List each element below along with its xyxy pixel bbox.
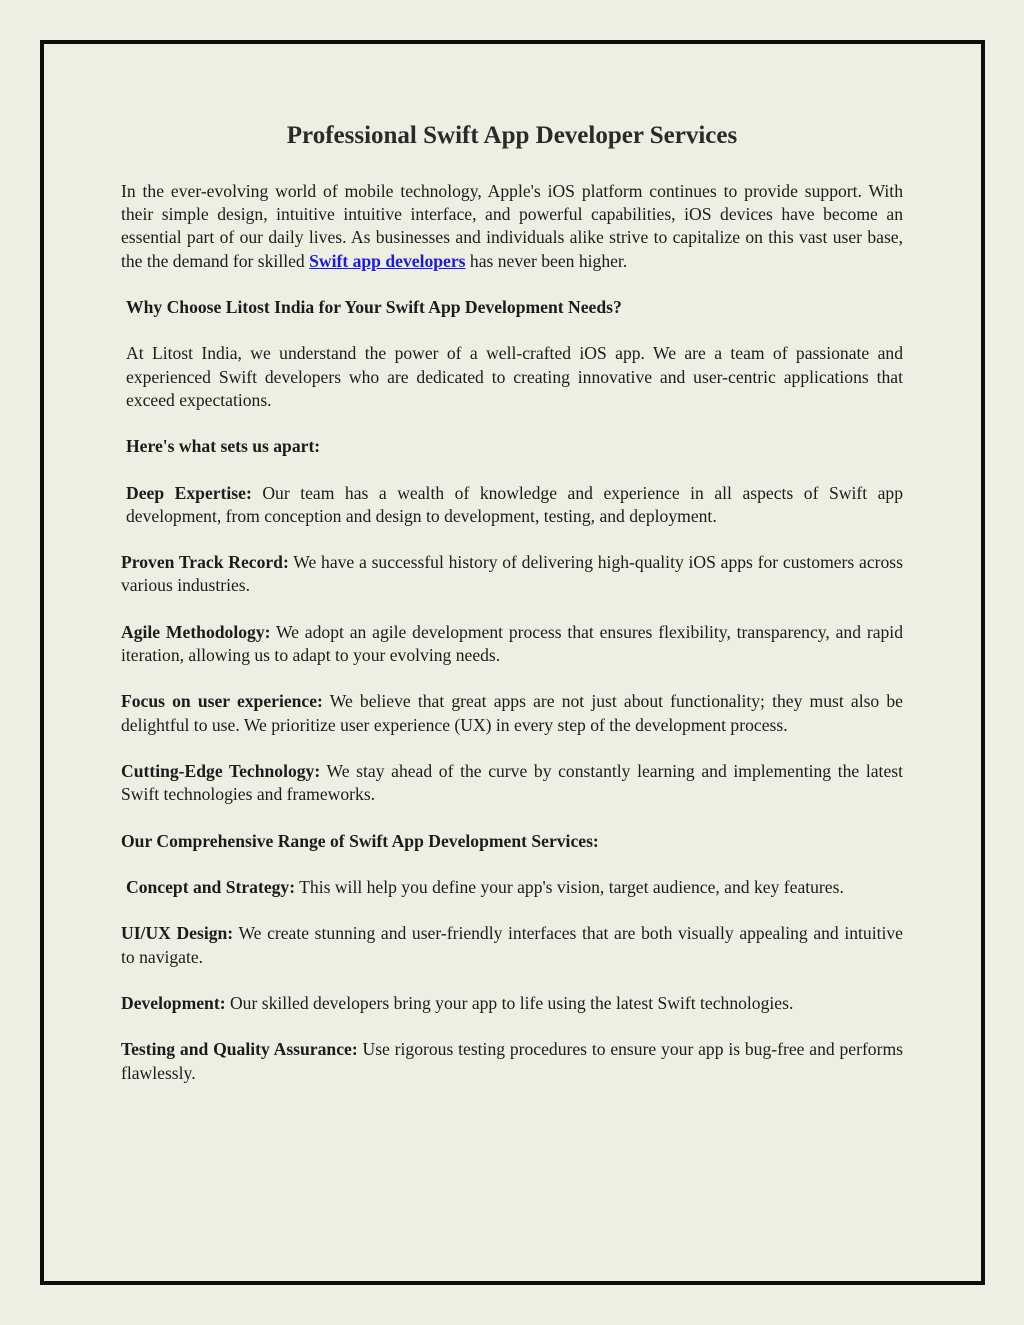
feature-text: We stay ahead of the curve by constantly learning and implementing the latest Swift technologies and frameworks. bbox=[121, 760, 903, 805]
feature-item bbox=[121, 482, 903, 528]
sets-apart-heading: Here's what sets us apart: bbox=[126, 436, 321, 457]
why-choose-heading: Why Choose Litost India for Your Swift App Development Needs? bbox=[126, 297, 622, 317]
service-term: Development: bbox=[121, 992, 226, 1013]
feature-item bbox=[121, 690, 903, 736]
service-text: Our skilled developers bring your app to life using the latest Swift technologies. bbox=[225, 992, 794, 1013]
intro-paragraph bbox=[121, 180, 903, 273]
about-paragraph: At Litost India, we understand the power of a well-crafted iOS app. We are a team of passionate and experienced Swift developers who are dedicated to creating innovative and user-centric applications that exceed expectations. bbox=[126, 343, 903, 410]
feature-term: Proven Track Record: bbox=[121, 552, 289, 573]
service-text: Use rigorous testing procedures to ensure your app is bug-free and performs flawlessly. bbox=[121, 1039, 903, 1083]
service-term: UI/UX Design: bbox=[121, 923, 234, 944]
feature-text: We adopt an agile development process that ensures flexibility, transparency, and rapid iteration, allowing us to adapt to your evolving needs. bbox=[121, 621, 903, 665]
feature-item bbox=[121, 760, 903, 806]
feature-item bbox=[121, 621, 903, 667]
feature-term: Cutting-Edge Technology: bbox=[121, 760, 321, 781]
feature-item bbox=[121, 551, 903, 597]
intro-text: In the ever-evolving world of mobile technology, Apple's iOS platform continues to provide support. With their simple design, intuitive intuitive interface, and powerful capabilities, iOS devices have become an essential part of our daily lives. As businesses and individuals alike strive to capitalize on this vast user base, the the demand for skilled bbox=[121, 181, 903, 271]
feature-text: We have a successful history of delivering high-quality iOS apps for customers across various industries. bbox=[121, 552, 903, 596]
feature-term: Deep Expertise: bbox=[126, 482, 252, 503]
feature-text: Our team has a wealth of knowledge and experience in all aspects of Swift app development, from conception and design to development, testing, and deployment. bbox=[126, 482, 903, 526]
service-item bbox=[121, 922, 903, 968]
service-term: Concept and Strategy: bbox=[126, 876, 296, 897]
service-item bbox=[121, 876, 903, 899]
service-item bbox=[121, 1038, 903, 1084]
feature-text: We believe that great apps are not just about functionality; they must also be delightful to use. We prioritize user experience (UX) in every step of the development process. bbox=[121, 691, 903, 735]
feature-term: Focus on user experience: bbox=[121, 691, 323, 712]
intro-text-end: has never been higher. bbox=[465, 250, 628, 271]
service-item bbox=[121, 992, 903, 1015]
feature-term: Agile Methodology: bbox=[121, 621, 271, 642]
document-body bbox=[121, 118, 903, 1108]
service-term: Testing and Quality Assurance: bbox=[121, 1039, 358, 1060]
services-heading: Our Comprehensive Range of Swift App Development Services: bbox=[121, 830, 599, 851]
service-text: This will help you define your app's vision, target audience, and key features. bbox=[295, 876, 844, 897]
swift-app-developers-link[interactable]: Swift app developers bbox=[309, 250, 466, 271]
service-text: We create stunning and user-friendly interfaces that are both visually appealing and intuitive to navigate. bbox=[121, 923, 903, 967]
page-title: Professional Swift App Developer Services bbox=[286, 122, 738, 149]
